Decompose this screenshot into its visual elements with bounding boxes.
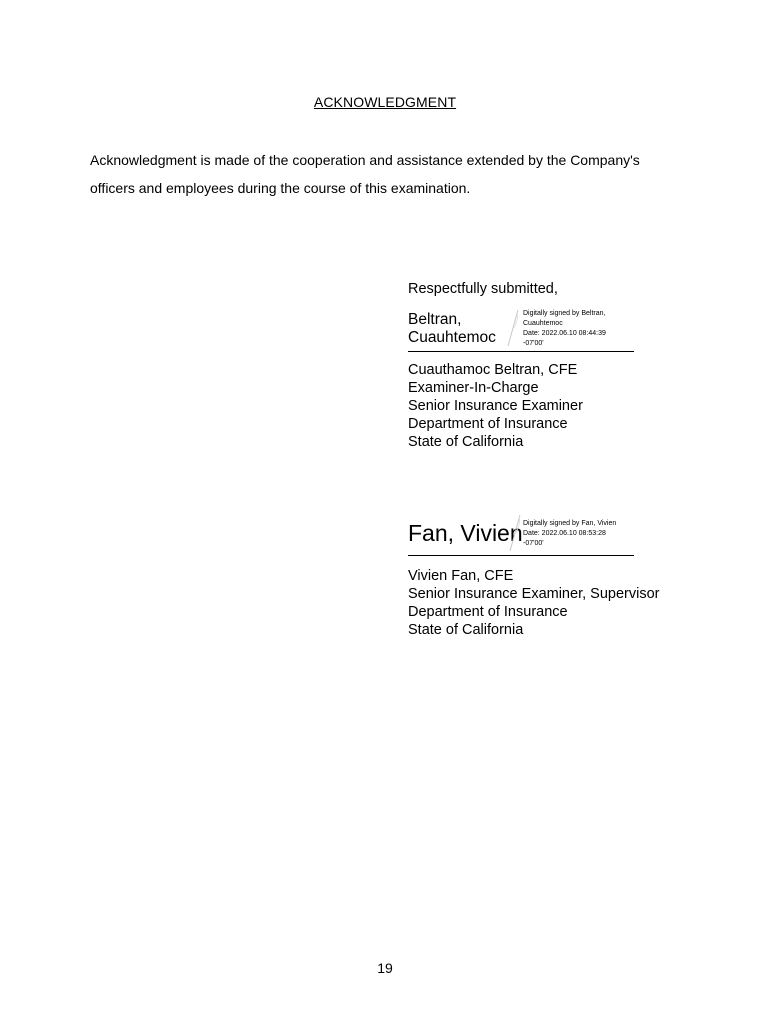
paragraph-line: Acknowledgment is made of the cooperation and assistance extended by the Company's bbox=[90, 152, 640, 168]
page-heading: ACKNOWLEDGMENT bbox=[313, 94, 457, 110]
signer-line: Cuauthamoc Beltran, CFE bbox=[408, 362, 578, 378]
signature-detail-line: Digitally signed by Beltran, bbox=[523, 310, 606, 317]
signer-block-beltran bbox=[408, 361, 583, 451]
page-number: 19 bbox=[377, 960, 393, 976]
signature-detail-line: Date: 2022.06.10 08:53:28 bbox=[523, 530, 606, 537]
signer-line: Department of Insurance bbox=[408, 416, 568, 432]
paragraph-line: officers and employees during the course of this examination. bbox=[90, 180, 471, 196]
signer-line: State of California bbox=[408, 622, 524, 638]
signed-name bbox=[408, 519, 523, 547]
signed-name-line: Beltran, bbox=[408, 311, 462, 328]
signer-line: State of California bbox=[408, 434, 524, 450]
signed-name-line: Cuauhtemoc bbox=[408, 329, 496, 346]
digital-signature-details bbox=[523, 309, 606, 349]
signer-line: Senior Insurance Examiner, Supervisor bbox=[408, 586, 660, 602]
signed-name-line: Fan, Vivien bbox=[408, 520, 523, 546]
signature-detail-line: Date: 2022.06.10 08:44:39 bbox=[523, 330, 606, 337]
signature-detail-line: Digitally signed by Fan, Vivien bbox=[523, 520, 617, 527]
signature-stroke-icon bbox=[506, 308, 520, 348]
signer-line: Vivien Fan, CFE bbox=[408, 568, 514, 584]
signer-line: Senior Insurance Examiner bbox=[408, 398, 583, 414]
signature-stroke-icon bbox=[508, 513, 522, 553]
acknowledgment-paragraph bbox=[90, 146, 710, 202]
signature-detail-line: -07'00' bbox=[523, 540, 544, 547]
signed-name bbox=[408, 311, 496, 347]
signer-line: Examiner-In-Charge bbox=[408, 380, 539, 396]
digital-signature-field-beltran[interactable] bbox=[408, 308, 634, 352]
signature-detail-line: -07'00' bbox=[523, 340, 544, 347]
digital-signature-details bbox=[523, 519, 616, 549]
signer-block-fan bbox=[408, 567, 659, 639]
signature-detail-line: Cuauhtemoc bbox=[523, 320, 563, 327]
closing-text: Respectfully submitted, bbox=[408, 281, 558, 297]
signer-line: Department of Insurance bbox=[408, 604, 568, 620]
digital-signature-field-fan[interactable] bbox=[408, 513, 634, 556]
